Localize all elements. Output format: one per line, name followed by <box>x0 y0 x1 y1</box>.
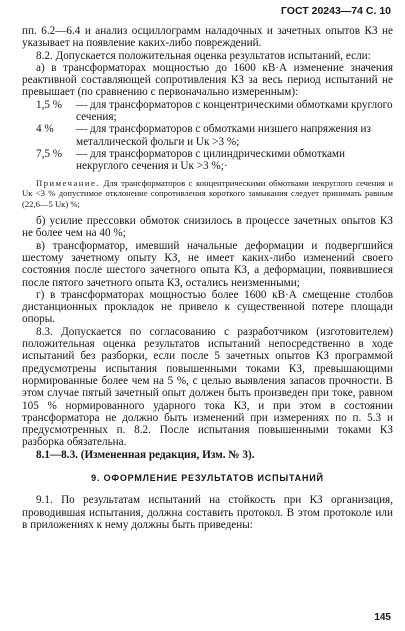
amendment-note: 8.1—8.3. (Измененная редакция, Изм. № 3). <box>36 448 255 461</box>
clause-8-2: 8.2. Допускается положительная оценка результатов испытаний, если: <box>36 49 371 62</box>
clause-8-2-g: г) в трансформаторах мощностью более 1600 кВ·А смещение столбов дистанционных прокладок не привело к существенной потере площади опоры. <box>22 288 393 326</box>
section-title: 9. ОФОРМЛЕНИЕ РЕЗУЛЬТАТОВ ИСПЫТАНИЙ <box>91 473 324 483</box>
clause-8-2-b: б) усилие прессовки обмоток снизилось в процессе зачетных опытов КЗ не более чем на 40 %; <box>22 215 393 240</box>
intro-paragraph: пп. 6.2—6.4 и анализ осциллограмм наладочных и зачетных опытов КЗ не указывает на появление каких-либо повреждений. <box>22 25 393 50</box>
note-label: Примечание. <box>36 177 100 188</box>
document-body <box>22 25 393 531</box>
clause-8-3: 8.3. Допускается по согласованию с разработчиком (изготовителем) положительная оценка результатов испытаний непосредственно в ходе испытаний без разборки, если после 5 зачетных опытов КЗ программой предусмотрены испытания повышенными токами КЗ, превышающими нормированные более чем на 5 %, с целью выявления запасов прочности. В этом случае пятый зачетный опыт должен быть произведен при токе, равном 105 % нормированного ударного тока КЗ, и при этом в состоянии трансформатора не должно быть изменений при измерениях по п. 5.3 и предусмотренных п. 8.2. После испытания повышенными токами КЗ разборка обязательна. <box>22 325 393 449</box>
list-item-percent: 4 % <box>36 123 54 136</box>
page-header: ГОСТ 20243—74 С. 10 <box>280 5 391 17</box>
note <box>22 178 393 210</box>
list-item-text: — для трансформаторов с цилиндрическими обмотками некруглого сечения и Uк >3 %;· <box>76 147 346 173</box>
page-number: 145 <box>374 612 391 623</box>
clause-8-2-a: а) в трансформаторах мощностью до 1600 кВ·А изменение значения реактивной составляющей сопротивления КЗ за весь период испытаний не превышает (по сравнению с первоначально измеренным): <box>22 61 393 99</box>
list-item-percent: 7,5 % <box>36 147 63 160</box>
clause-9-1: 9.1. По результатам испытаний на стойкость при КЗ организация, проводившая испытания, должна составить протокол. В этом протоколе или в приложениях к нему должны быть приведены: <box>22 494 393 531</box>
list-item-percent: 1,5 % <box>36 98 63 111</box>
list-item-text: — для трансформаторов с концентрическими обмотками круглого сечения; <box>76 98 393 124</box>
clause-8-2-v: в) трансформатор, имевший начальные деформации и подвергшийся шестому зачетному опыту КЗ, не имеет каких-либо изменений своего состояния после шестого зачетного опыта КЗ, а деформации, появившиеся после пятого зачетного опыта КЗ, остались неизменными; <box>22 239 393 289</box>
list-item <box>22 148 393 173</box>
note-text: Для трансформаторов с концентрическими обмотками некруглого сечения и Uк <3 % допустимое отклонение сопротивления короткого замыкания следует принимать равным (22,6—5 Uк) %; <box>22 177 393 209</box>
list-item-text: — для трансформаторов с обмотками низшего напряжения из металлической фольги и Uк >3 %; <box>76 123 371 148</box>
list-item <box>22 99 393 124</box>
list-item <box>22 123 393 148</box>
